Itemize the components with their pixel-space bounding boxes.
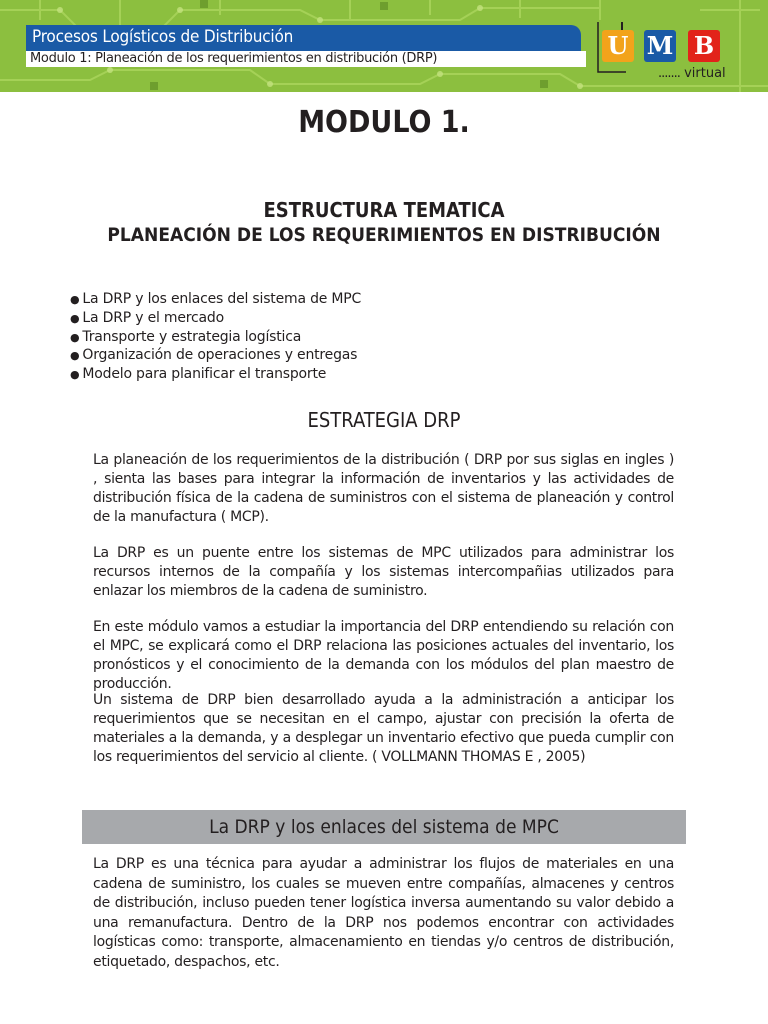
paragraph: La planeación de los requerimientos de la distribución ( DRP por sus siglas en ingles ) , sienta las bases para integrar la información de inventarios y las actividades de distribución física de la cadena de suministros con el sistema de planeación y control de la manufactura ( MCP). — [93, 452, 674, 525]
umb-virtual-logo — [596, 22, 736, 86]
structure-heading: ESTRUCTURA TEMATICA — [263, 198, 505, 222]
paragraph: En este módulo vamos a estudiar la importancia del DRP entendiendo su relación con el MPC, se explicará como el DRP relaciona las posiciones actuales del inventario, los pronósticos y el conocimiento de la demanda con los módulos del plan maestro de producción. — [93, 619, 674, 692]
list-item: ● La DRP y el mercado — [70, 309, 361, 328]
section-body: La DRP es una técnica para ayudar a administrar los flujos de materiales en una cadena de suministro, los cuales se mueven entre compañías, almacenes y centros de distribución, incluso pueden tener logística inversa aumentando su valor debido a una remanufactura. Dentro de la DRP nos podemos encontrar con actividades logísticas como: transporte, almacenamiento en tiendas y/o centros de distribución, etiquetado, despachos, etc. — [93, 856, 674, 970]
course-title: Procesos Logísticos de Distribución — [32, 27, 294, 47]
logo-letter-b: B — [688, 30, 720, 62]
logo-tagline: ....... virtual — [658, 66, 726, 81]
module-heading: MODULO 1. — [298, 105, 470, 140]
course-title-bar — [26, 25, 581, 51]
module-subtitle: Modulo 1: Planeación de los requerimientos en distribución (DRP) — [30, 51, 438, 66]
header-banner — [0, 0, 768, 92]
structure-subheading: PLANEACIÓN DE LOS REQUERIMIENTOS EN DISTRIBUCIÓN — [107, 224, 661, 246]
paragraph: Un sistema de DRP bien desarrollado ayuda a la administración a anticipar los requerimientos que se necesitan en el campo, ajustar con precisión la oferta de materiales a la demanda, y a desplegar un inventario efectivo que pueda cumplir con los requerimientos del servicio al cliente. ( VOLLMANN THOMAS E , 2005) — [93, 692, 674, 765]
section-heading: La DRP y los enlaces del sistema de MPC — [209, 816, 559, 838]
list-item: ● Transporte y estrategia logística — [70, 328, 361, 347]
logo-letter-m: M — [644, 30, 676, 62]
list-item: ● Modelo para planificar el transporte — [70, 365, 361, 384]
list-item: ● La DRP y los enlaces del sistema de MPC — [70, 290, 361, 309]
paragraph: La DRP es un puente entre los sistemas de MPC utilizados para administrar los recursos internos de la compañía y los sistemas intercompañias utilizados para enlazar los miembros de la cadena de suministro. — [93, 545, 674, 599]
list-item: ● Organización de operaciones y entregas — [70, 346, 361, 365]
section-heading-bar — [82, 810, 686, 844]
strategy-heading: ESTRATEGIA DRP — [307, 408, 461, 432]
logo-letter-u: U — [602, 30, 634, 62]
topic-list — [70, 290, 361, 384]
module-subtitle-bar — [26, 51, 586, 67]
